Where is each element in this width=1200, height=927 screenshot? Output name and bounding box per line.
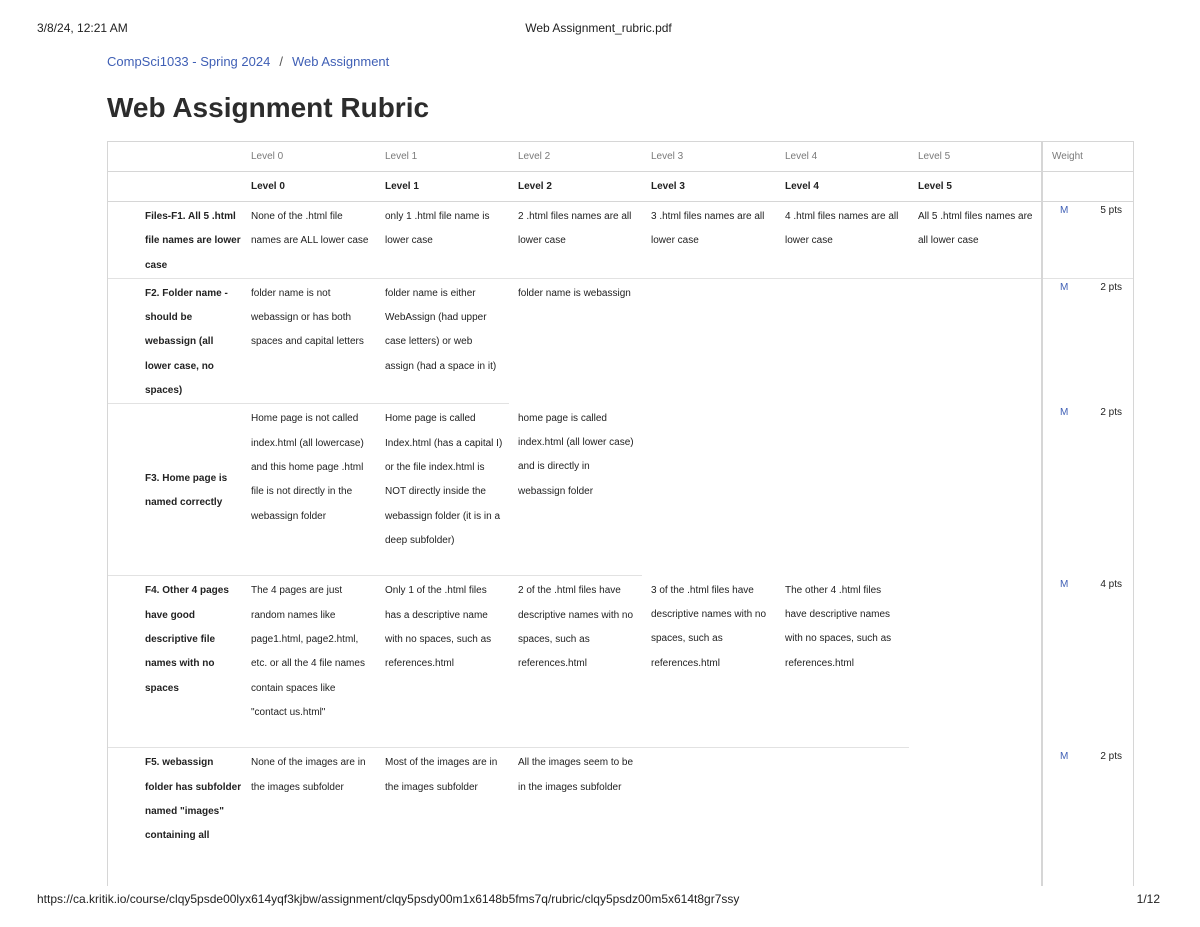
manual-flag: M xyxy=(1060,750,1069,762)
weight-cell xyxy=(1042,202,1134,279)
level-cell[interactable]: 3 of the .html files have descriptive names with no spaces, such as references.html xyxy=(642,576,776,748)
criterion-label: F3. Home page is named correctly xyxy=(108,404,242,576)
breadcrumb-assignment-link[interactable]: Web Assignment xyxy=(291,54,390,69)
level-cell xyxy=(642,278,776,403)
criterion-label: F4. Other 4 pages have good descriptive file names with no spaces xyxy=(108,576,242,748)
points-value: 2 pts xyxy=(1100,281,1122,293)
page-title: Web Assignment Rubric xyxy=(107,92,430,123)
header-corner xyxy=(108,142,242,172)
manual-flag: M xyxy=(1060,578,1069,590)
level-cell xyxy=(909,748,1042,886)
print-header xyxy=(37,21,1160,37)
header-level-2: Level 2 xyxy=(509,142,642,172)
print-doc-title: Web Assignment_rubric.pdf xyxy=(525,21,672,35)
subheader-level-1: Level 1 xyxy=(376,172,509,202)
header-level-0: Level 0 xyxy=(242,142,376,172)
criterion-label: F5. webassign folder has subfolder named "images" containing all xyxy=(145,757,242,842)
level-cell[interactable]: Most of the images are in the images subfolder xyxy=(385,757,498,793)
subheader-level-2: Level 2 xyxy=(509,172,642,202)
level-cell[interactable]: folder name is not webassign or has both spaces and capital letters xyxy=(242,278,376,403)
level-cell xyxy=(776,748,909,886)
points-value: 4 pts xyxy=(1100,578,1122,590)
level-cell[interactable]: 2 of the .html files have descriptive names with no spaces, such as references.html xyxy=(509,576,642,748)
page-number: 1/12 xyxy=(1136,892,1160,906)
level-cell[interactable]: All 5 .html files names are all lower case xyxy=(909,202,1042,279)
weight-cell xyxy=(1042,576,1134,748)
header-row xyxy=(108,142,1134,172)
weight-cell xyxy=(1042,278,1134,403)
breadcrumb xyxy=(107,54,389,69)
header-level-3: Level 3 xyxy=(642,142,776,172)
level-cell[interactable]: only 1 .html file name is lower case xyxy=(376,202,509,279)
table-row xyxy=(108,576,1134,748)
criterion-label: Files-F1. All 5 .html file names are lower case xyxy=(108,202,242,279)
subheader-weight xyxy=(1042,172,1134,202)
level-cell xyxy=(642,748,776,886)
table-row xyxy=(108,748,1134,886)
rubric-table xyxy=(107,141,1134,886)
level-cell[interactable]: None of the .html file names are ALL lower case xyxy=(242,202,376,279)
subheader-level-0: Level 0 xyxy=(242,172,376,202)
weight-cell xyxy=(1042,748,1134,886)
level-cell[interactable]: folder name is either WebAssign (had upper case letters) or web assign (had a space in it) xyxy=(376,278,509,403)
subheader-level-3: Level 3 xyxy=(642,172,776,202)
level-cell[interactable]: Only 1 of the .html files has a descriptive name with no spaces, such as references.html xyxy=(376,576,509,748)
level-cell xyxy=(909,576,1042,748)
subheader-level-5: Level 5 xyxy=(909,172,1042,202)
table-row xyxy=(108,202,1134,279)
level-cell[interactable]: Home page is not called index.html (all lowercase) and this home page .html file is not directly in the webassign folder xyxy=(242,404,376,576)
level-cell xyxy=(909,404,1042,576)
level-cell xyxy=(776,278,909,403)
level-cell xyxy=(776,404,909,576)
level-cell[interactable]: The 4 pages are just random names like page1.html, page2.html, etc. or all the 4 file names contain spaces like "contact us.html" xyxy=(242,576,376,748)
breadcrumb-course-link[interactable]: CompSci1033 - Spring 2024 xyxy=(107,54,271,69)
level-cell xyxy=(642,404,776,576)
header-level-5: Level 5 xyxy=(909,142,1042,172)
points-value: 5 pts xyxy=(1100,205,1122,216)
print-footer xyxy=(37,892,1160,908)
level-cell[interactable]: folder name is webassign xyxy=(518,287,631,299)
manual-flag: M xyxy=(1060,205,1069,216)
level-cell[interactable]: 4 .html files names are all lower case xyxy=(776,202,909,279)
header-level-4: Level 4 xyxy=(776,142,909,172)
points-value: 2 pts xyxy=(1100,406,1122,418)
subheader-row xyxy=(108,172,1134,202)
subheader-level-4: Level 4 xyxy=(776,172,909,202)
subheader-corner xyxy=(108,172,242,202)
table-row xyxy=(108,404,1134,576)
level-cell[interactable]: home page is called index.html (all lower case) and is directly in webassign folder xyxy=(509,404,642,576)
points-value: 2 pts xyxy=(1100,750,1122,762)
weight-cell xyxy=(1042,404,1134,576)
breadcrumb-separator: / xyxy=(279,54,283,69)
print-url: https://ca.kritik.io/course/clqy5psde00lyx614yqf3kjbw/assignment/clqy5psdy00m1x6148b5fms7q/rubric/clqy5psdz00m5x614t8gr7ssy xyxy=(37,892,740,906)
level-cell[interactable]: 3 .html files names are all lower case xyxy=(642,202,776,279)
print-date: 3/8/24, 12:21 AM xyxy=(37,21,128,35)
header-level-1: Level 1 xyxy=(376,142,509,172)
criterion-label: F2. Folder name - should be webassign (all lower case, no spaces) xyxy=(108,278,242,403)
manual-flag: M xyxy=(1060,281,1069,293)
level-cell[interactable]: None of the images are in the images subfolder xyxy=(251,757,366,793)
level-cell[interactable]: All the images seem to be in the images subfolder xyxy=(518,757,634,793)
level-cell[interactable]: Home page is called Index.html (has a capital I) or the file index.html is NOT directly inside the webassign folder (it is in a deep subfolder) xyxy=(376,404,509,576)
level-cell[interactable]: The other 4 .html files have descriptive names with no spaces, such as references.html xyxy=(776,576,909,748)
header-weight: Weight xyxy=(1042,142,1134,172)
level-cell[interactable]: 2 .html files names are all lower case xyxy=(509,202,642,279)
table-row xyxy=(108,278,1134,403)
manual-flag: M xyxy=(1060,406,1069,418)
level-cell xyxy=(909,278,1042,403)
